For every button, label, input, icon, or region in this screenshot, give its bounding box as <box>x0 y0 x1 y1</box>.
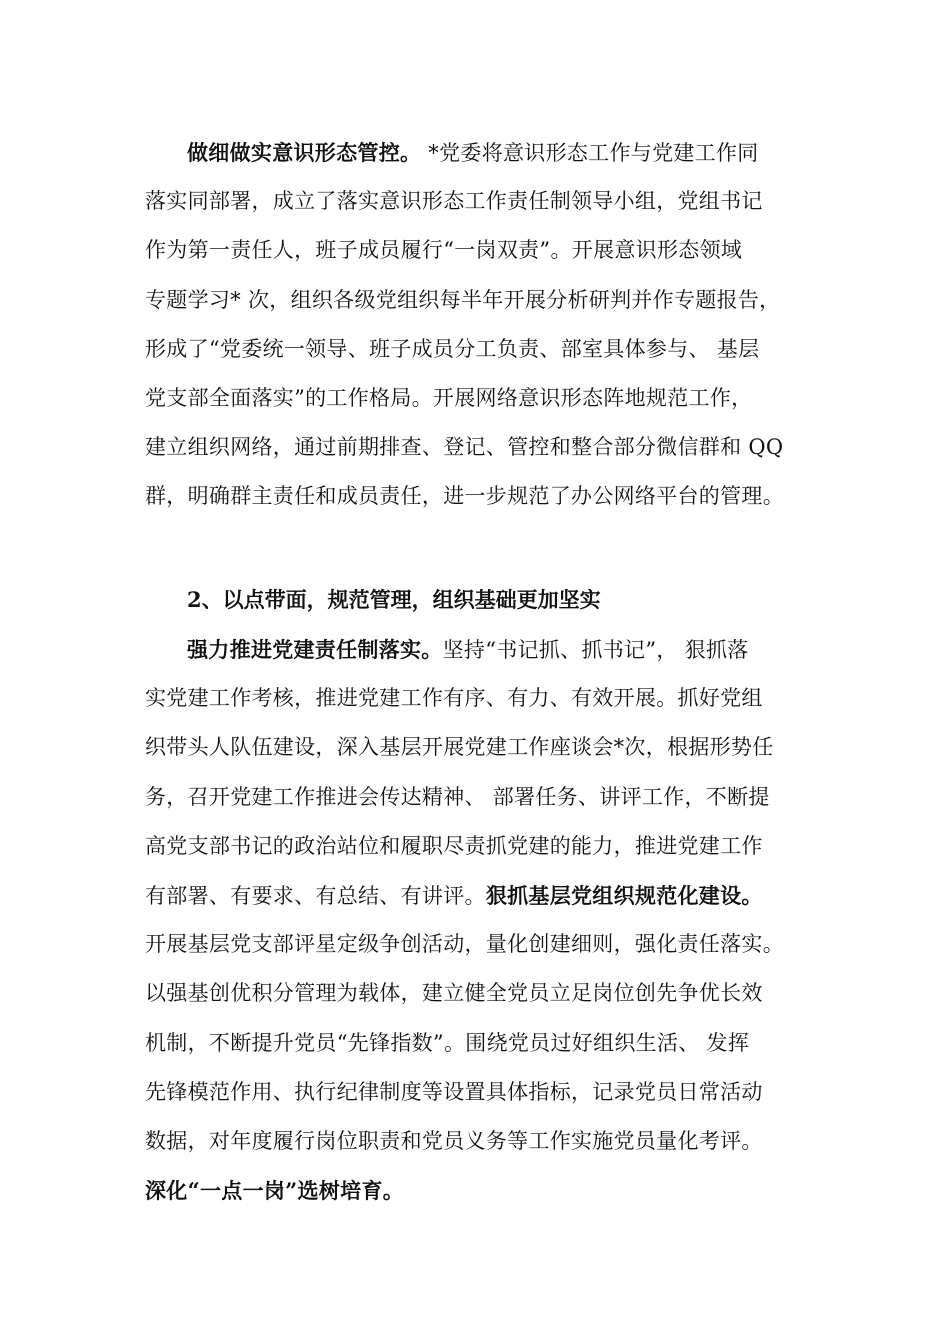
paragraph-lead: 做细做实意识形态管控。 <box>187 140 422 165</box>
paragraph-ideology-control <box>145 128 835 522</box>
paragraph-line: 高党支部书记的政治站位和履职尽责抓党建的能力，推进党建工作 <box>145 833 763 858</box>
paragraph-line <box>145 128 835 177</box>
paragraph-line: 机制，不断提升党员“先锋指数”。围绕党员过好组织生活、 发挥 <box>145 1030 750 1055</box>
inline-subheading: 狠抓基层党组织规范化建设。 <box>485 882 763 908</box>
paragraph-party-responsibility <box>145 625 835 1215</box>
paragraph-line: 务，召开党建工作推进会传达精神、 部署任务、讲评工作，不断提 <box>145 784 770 809</box>
paragraph-line: 建立组织网络，通过前期排查、登记、管控和整合部分微信群和 QQ <box>145 435 784 460</box>
line-text: 有部署、有要求、有总结、有讲评。 <box>145 883 486 908</box>
line-text: 坚持“书记抓、抓书记”， 狠抓落 <box>442 638 749 662</box>
paragraph-line: 实党建工作考核，推进党建工作有序、有力、有效开展。抓好党组 <box>145 686 763 711</box>
paragraph-line: 群，明确群主责任和成员责任，进一步规范了办公网络平台的管理。 <box>145 484 784 509</box>
paragraph-line: 专题学习* 次，组织各级党组织每半年开展分析研判并作专题报告， <box>145 287 781 312</box>
paragraph-line <box>145 625 835 674</box>
section-heading: 2、以点带面，规范管理，组织基础更加坚实 <box>187 587 601 612</box>
inline-subheading: 深化“一点一岗”选树培育。 <box>145 1178 405 1204</box>
paragraph-line: 数据，对年度履行岗位职责和党员义务等工作实施党员量化考评。 <box>145 1128 763 1153</box>
paragraph-line: 党支部全面落实”的工作格局。开展网络意识形态阵地规范工作， <box>145 385 753 410</box>
paragraph-lead: 强力推进党建责任制落实。 <box>187 637 443 662</box>
paragraph-line: 先锋模范作用、执行纪律制度等设置具体指标，记录党员日常活动 <box>145 1079 763 1104</box>
paragraph-line: 形成了“党委统一领导、班子成员分工负责、部室具体参与、 基层 <box>145 336 760 361</box>
line-text: *党委将意识形态工作与党建工作同 <box>421 141 759 165</box>
paragraph-line: 开展基层党支部评星定级争创活动，量化创建细则，强化责任落实。 <box>145 932 784 957</box>
paragraph-line <box>145 871 835 920</box>
paragraph-line: 作为第一责任人，班子成员履行“一岗双责”。开展意识形态领域 <box>145 238 743 263</box>
paragraph-line: 落实同部署，成立了落实意识形态工作责任制领导小组，党组书记 <box>145 189 763 214</box>
paragraph-line: 以强基创优积分管理为载体，建立健全党员立足岗位创先争优长效 <box>145 981 763 1006</box>
paragraph-line: 织带头人队伍建设，深入基层开展党建工作座谈会*次，根据形势任 <box>145 735 774 760</box>
